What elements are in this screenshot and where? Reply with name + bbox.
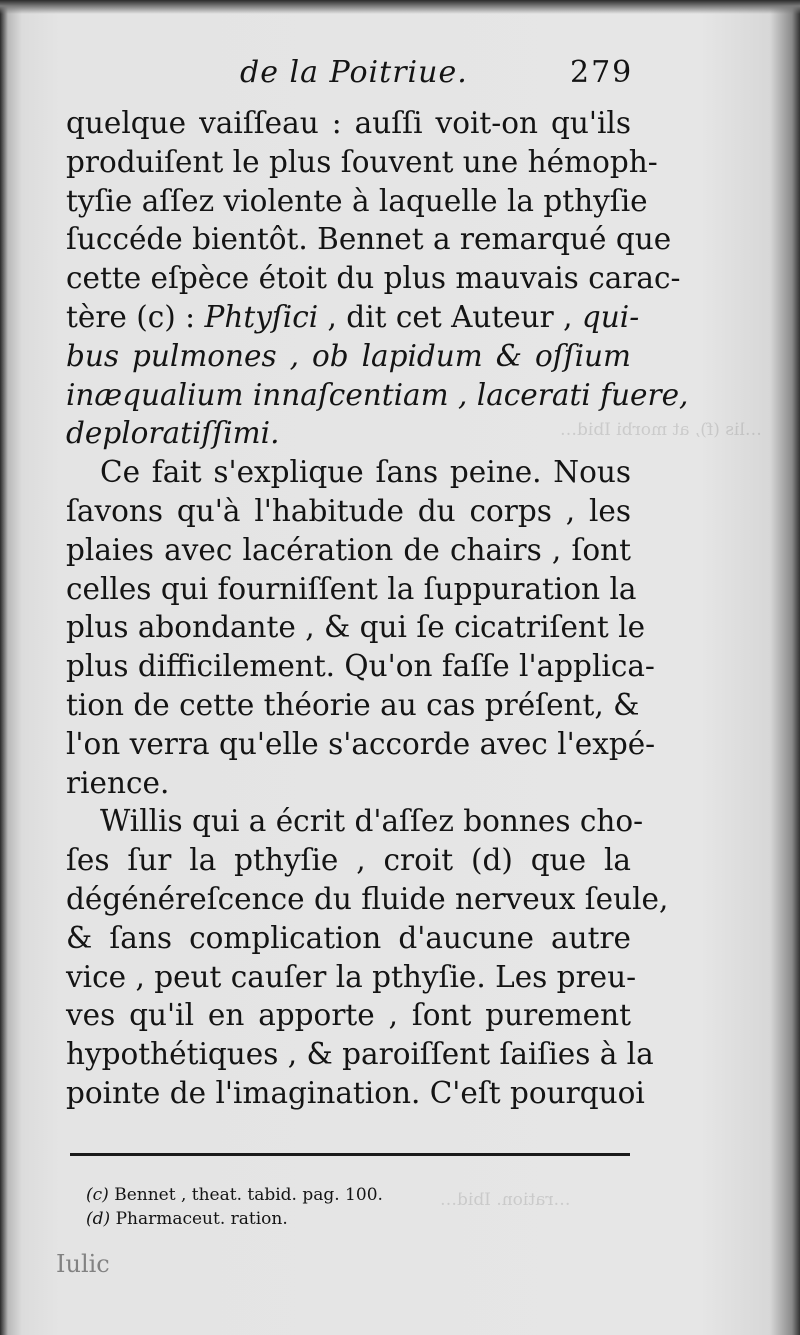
text-line-italic: bus pulmones , ob lapidum & oſſium: [66, 338, 631, 373]
running-title: de la Poitriue.: [240, 55, 468, 90]
text-line: ſavons qu'à l'habitude du corps , les: [66, 493, 631, 528]
text-line: celles qui fourniſſent la ſuppuration la: [66, 571, 637, 606]
text-line: l'on verra qu'elle s'accorde avec l'expé-: [66, 726, 656, 761]
footnote-rule: [70, 1153, 630, 1156]
text-italic: Phtyſici: [204, 299, 319, 334]
text-line-italic: inæqualium innaſcentiam , lacerati fuere,: [66, 377, 689, 412]
catchword: Iulic: [56, 1250, 110, 1278]
text-line: tyſie aſſez violente à laquelle la pthyſie: [66, 183, 648, 218]
running-head: [70, 55, 634, 95]
text-line: tion de cette théorie au cas préſent, &: [66, 687, 640, 722]
text-italic: qui-: [581, 299, 640, 334]
text-line-italic: deploratiſſimi.: [66, 416, 280, 451]
footnote-mark: (c): [86, 1185, 109, 1205]
show-through-text: …ration. Ibid…: [440, 1190, 571, 1210]
text-line: plus abondante , & qui ſe cicatriſent le: [66, 610, 646, 645]
show-through-text: …lis (f), at morbi Ibid…: [560, 420, 762, 440]
footnote-mark: (d): [86, 1209, 111, 1229]
text-line: dégénéreſcence du fluide nerveux ſeule,: [66, 881, 669, 916]
text-line: produiſent le plus ſouvent une hémoph-: [66, 144, 658, 179]
page-shadow-edge: [0, 0, 800, 14]
text-roman: tère (c) :: [66, 299, 205, 334]
text-line: vice , peut cauſer la pthyſie. Les preu-: [66, 959, 637, 994]
footnote: [86, 1183, 566, 1207]
text-line: rience.: [66, 765, 170, 800]
text-line-mixed: [66, 298, 640, 337]
text-line: hypothétiques , & paroiſſent ſaiſies à la: [66, 1037, 654, 1072]
text-line: quelque vaiſſeau : auſſi voit-on qu'ils: [66, 106, 631, 140]
paragraph-start-line: Willis qui a écrit d'aſſez bonnes cho-: [100, 804, 644, 839]
text-line: ſuccéde bientôt. Bennet a remarqué que: [66, 222, 672, 257]
footnote-text: Pharmaceut. ration.: [115, 1209, 288, 1229]
text-line: plus difficilement. Qu'on faſſe l'applica-: [66, 649, 655, 684]
footnote: [86, 1207, 566, 1231]
footnotes: [86, 1183, 566, 1231]
text-roman: , dit cet Auteur ,: [318, 299, 582, 334]
paragraph-start-line: Ce fait s'explique ſans peine. Nous: [100, 455, 631, 490]
footnote-text: Bennet , theat. tabid. pag. 100.: [114, 1185, 383, 1205]
text-line: cette eſpèce étoit du plus mauvais carac-: [66, 261, 681, 296]
text-line: ſes ſur la pthyſie , croit (d) que la: [66, 843, 631, 878]
text-line: pointe de l'imagination. C'eſt pourquoi: [66, 1075, 645, 1110]
text-line: ves qu'il en apporte , ſont purement: [66, 998, 631, 1033]
text-line: & ſans complication d'aucune autre: [66, 920, 631, 955]
text-line: plaies avec lacération de chairs , ſont: [66, 532, 631, 567]
page-number: 279: [570, 55, 634, 90]
